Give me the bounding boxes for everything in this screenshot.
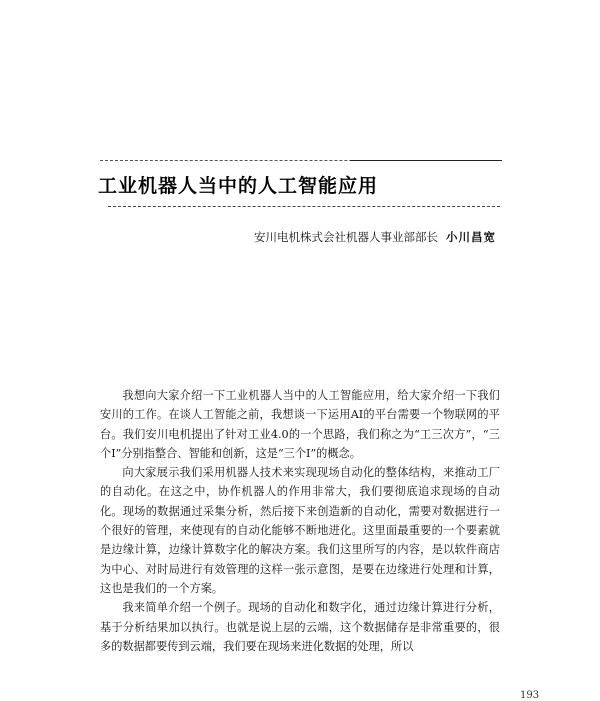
title-bottom-rule (108, 206, 500, 207)
article-body (100, 386, 500, 656)
byline (254, 229, 496, 245)
author-affiliation: 安川电机株式会社机器人事业部部长 (254, 230, 438, 244)
paragraph: 我想向大家介绍一下工业机器人当中的人工智能应用，给大家介绍一下我们安川的工作。在谈人工智能之前，我想谈一下运用AI的平台需要一个物联网的平台。我们安川电机提出了针对工业4.0的一个思路，我们称之为“工三次方”，“三个I”分别指整合、智能和创新，这是“三个I”的概念。 (100, 389, 500, 460)
paragraph: 我来简单介绍一个例子。现场的自动化和数字化，通过边缘计算进行分析，基于分析结果加以执行。也就是说上层的云端，这个数据储存是非常重要的，很多的数据都要传到云端，我们要在现场来进化数据的处理，所以 (100, 601, 500, 653)
article-title: 工业机器人当中的人工智能应用 (98, 175, 379, 197)
page-number: 193 (520, 690, 540, 701)
title-top-rule-solid (350, 160, 502, 161)
author-name: 小川昌宽 (446, 230, 496, 244)
paragraph: 向大家展示我们采用机器人技术来实现现场自动化的整体结构，来推动工厂的自动化。在这之中，协作机器人的作用非常大，我们要彻底追求现场的自动化。现场的数据通过采集分析，然后接下来创造新的自动化，需要对数据进行一个很好的管理，来使现有的自动化能够不断地进化。这里面最重要的一个要素就是边缘计算，边缘计算数字化的解决方案。我们这里所写的内容，是以软件商店为中心、对时局进行有效管理的这样一张示意图，是要在边缘进行处理和计算，这也是我们的一个方案。 (100, 466, 500, 595)
